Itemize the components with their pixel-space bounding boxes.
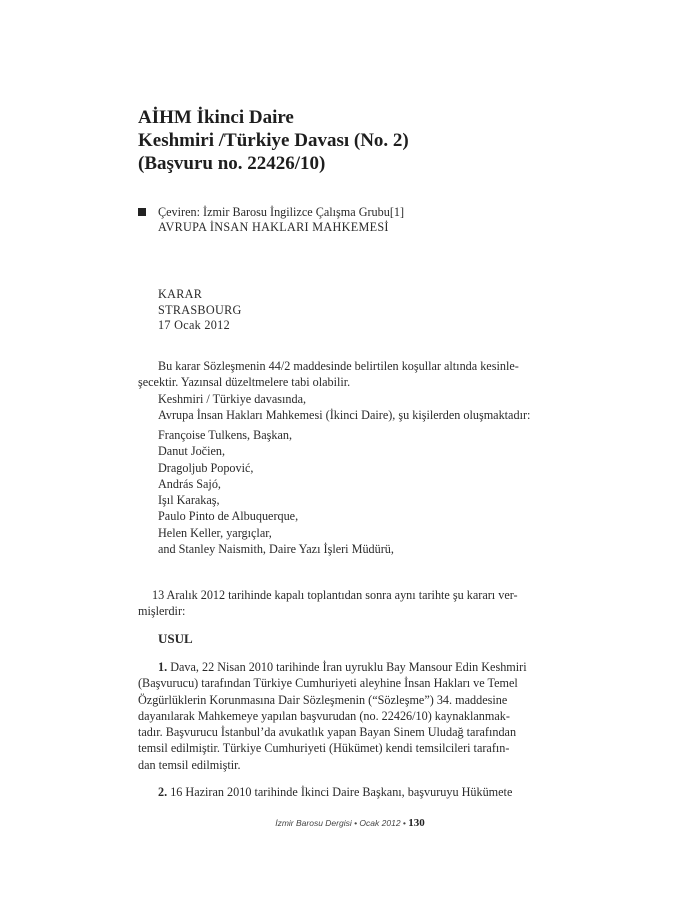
- paragraph-number: 2.: [158, 785, 168, 799]
- court-name: AVRUPA İNSAN HAKLARI MAHKEMESİ: [158, 220, 389, 234]
- judgment-type: KARAR: [158, 287, 203, 301]
- member-item: Françoise Tulkens, Başkan,: [158, 428, 293, 442]
- deliberation-paragraph: [138, 587, 558, 620]
- paragraph-line: 16 Haziran 2010 tarihinde İkinci Daire Başkanı, başvuruyu Hükümete: [170, 785, 513, 799]
- section-heading: USUL: [158, 631, 193, 646]
- paragraph-line: dan temsil edilmiştir.: [138, 757, 241, 772]
- intro-line: Bu karar Sözleşmenin 44/2 maddesinde belirtilen koşullar altında kesinle-: [158, 359, 519, 373]
- document-title: [138, 106, 409, 175]
- paragraph-1: [138, 659, 558, 773]
- deliberation-line: mişlerdir:: [138, 604, 186, 619]
- page-number: 130: [408, 817, 425, 829]
- case-line: Keshmiri / Türkiye davasında,: [158, 391, 307, 406]
- judgment-place: STRASBOURG: [158, 302, 242, 317]
- paragraph-number: 1.: [158, 660, 168, 674]
- paragraph-line: tadır. Başvurucu İstanbul’da avukatlık yapan Bayan Sinem Uludağ tarafından: [138, 725, 517, 740]
- deliberation-line: 13 Aralık 2012 tarihinde kapalı toplantıdan sonra aynı tarihte şu kararı ver-: [152, 588, 518, 602]
- paragraph-line: Dava, 22 Nisan 2010 tarihinde İran uyruklu Bay Mansour Edin Keshmiri: [170, 660, 527, 674]
- member-item: Dragoljub Popović,: [158, 460, 254, 475]
- paragraph-line: temsil edilmiştir. Türkiye Cumhuriyeti (Hükümet) kendi temsilcileri tarafın-: [138, 741, 510, 756]
- title-line-court: AİHM İkinci Daire: [138, 107, 294, 128]
- translator-note: [138, 205, 404, 235]
- judgment-block: [158, 287, 242, 334]
- members-list: [158, 427, 394, 557]
- title-line-application: (Başvuru no. 22426/10): [138, 153, 326, 174]
- page-footer: [0, 817, 700, 829]
- intro-line: şecektir. Yazınsal düzeltmelere tabi olabilir.: [138, 375, 351, 390]
- member-item: Helen Keller, yargıçlar,: [158, 525, 272, 540]
- member-item: Paulo Pinto de Albuquerque,: [158, 509, 299, 524]
- member-item: Işıl Karakaş,: [158, 493, 220, 508]
- paragraph-line: Özgürlüklerin Korunmasına Dair Sözleşmenin (“Sözleşme”) 34. maddesine: [138, 692, 508, 707]
- intro-paragraph: [138, 358, 558, 423]
- court-composition-line: Avrupa İnsan Hakları Mahkemesi (İkinci Daire), şu kişilerden oluşmaktadır:: [158, 407, 531, 422]
- paragraph-2: [138, 784, 558, 800]
- member-item: Danut Jočien,: [158, 444, 226, 459]
- title-line-case: Keshmiri /Türkiye Davası (No. 2): [138, 130, 409, 151]
- member-item: and Stanley Naismith, Daire Yazı İşleri Müdürü,: [158, 542, 394, 557]
- translator-line: Çeviren: İzmir Barosu İngilizce Çalışma Grubu[1]: [158, 205, 405, 219]
- journal-name: İzmir Barosu Dergisi • Ocak 2012 •: [275, 818, 406, 828]
- judgment-date: 17 Ocak 2012: [158, 318, 230, 332]
- paragraph-line: dayanılarak Mahkemeye yapılan başvurudan (no. 22426/10) kaynaklanmak-: [138, 708, 510, 723]
- paragraph-line: (Başvurucu) tarafından Türkiye Cumhuriyeti aleyhine İnsan Hakları ve Temel: [138, 676, 518, 691]
- member-item: András Sajó,: [158, 476, 221, 491]
- square-bullet-icon: [138, 208, 146, 216]
